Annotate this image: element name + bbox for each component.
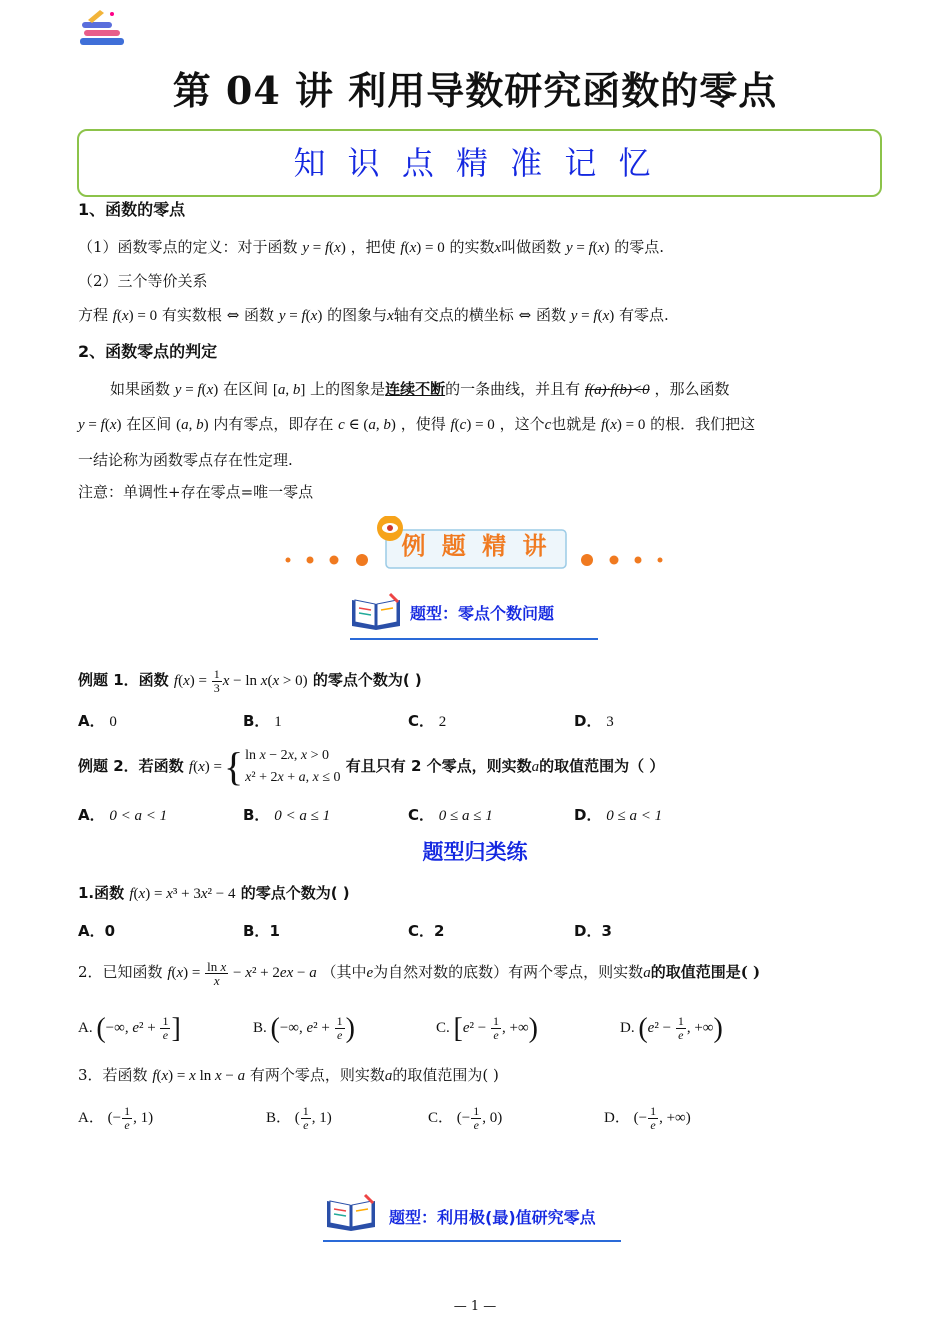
practice-title: 题型归类练 [422, 840, 528, 864]
examples-banner-title: 例 题 精 讲 [401, 532, 551, 560]
practice-3-option-d[interactable]: D． (− $\frac{1}{e}$ , +∞) [604, 1104, 691, 1133]
page-number: — 1 — [453, 1299, 497, 1314]
practice-2-option-a[interactable]: A. (−∞, e² + $\frac{1}{e}$ ] [78, 1012, 181, 1044]
book-icon [350, 592, 402, 632]
example-1-option-b[interactable]: B． 1 [243, 712, 282, 730]
example-1-option-d[interactable]: D． 3 [574, 712, 614, 730]
book-icon [325, 1193, 377, 1233]
practice-1-option-a[interactable]: A．0 [78, 922, 116, 940]
example-2-option-a[interactable]: A． 0 < a < 1 [78, 806, 168, 824]
practice-1-option-b[interactable]: B．1 [243, 922, 280, 940]
practice-1: 1.函数 f(x) = x³ + 3x² − 4 的零点个数为( ) [78, 884, 350, 902]
topic-2-underline [323, 1240, 621, 1242]
equiv-relations: 方程 f(x) = 0 有实数根 ⇔ 函数 y = f(x) 的图象与x轴有交点的横坐标 ⇔ 函数 y = f(x) 有零点. [78, 306, 669, 324]
example-1: 例题 1．函数 f(x) = $\frac{1}{3}$ x − ln x(x > 0) 的零点个数为( ) [78, 667, 422, 696]
theorem-line-2: y = f(x) 在区间 (a, b) 内有零点，即存在 c ∈ (a, b) ，使得 f(c) = 0 ，这个c也就是 f(x) = 0 的根．我们把这 [78, 415, 756, 433]
practice-2-option-d[interactable]: D. (e² − $\frac{1}{e}$ , +∞) [620, 1012, 723, 1044]
practice-3-option-a[interactable]: A． (− $\frac{1}{e}$ , 1) [78, 1104, 154, 1133]
topic-1-title: 题型：零点个数问题 [410, 604, 555, 623]
strikethrough-condition: f(a)·f(b)<0 [584, 382, 650, 398]
iff-icon: ⇔ [226, 306, 240, 324]
page-title: 第 04 讲 利用导数研究函数的零点 [172, 68, 778, 113]
theorem-line-1: 如果函数 y = f(x) 在区间 [a, b] 上的图象是连续不断的一条曲线，并且有 f(a)·f(b)<0 ，那么函数 [110, 380, 730, 398]
practice-3-option-b[interactable]: B． ( $\frac{1}{e}$ , 1) [266, 1104, 332, 1133]
theorem-line-3: 一结论称为函数零点存在性定理. [78, 451, 293, 469]
practice-3: 3．若函数 f(x) = x ln x − a 有两个零点，则实数a的取值范围为( ) [78, 1066, 499, 1084]
practice-2: 2．已知函数 f(x) = $\frac{\text{ln x}}{x}$ − x² + 2ex − a （其中e为自然对数的底数）有两个零点，则实数a的取值范围是( ) [78, 959, 761, 989]
example-2-option-b[interactable]: B． 0 < a ≤ 1 [243, 806, 331, 824]
iff-icon: ⇔ [518, 306, 532, 324]
practice-3-option-c[interactable]: C． (− $\frac{1}{e}$ , 0) [428, 1104, 503, 1133]
example-1-option-c[interactable]: C． 2 [408, 712, 447, 730]
note-line: 注意：单调性+存在零点=唯一零点 [78, 483, 314, 501]
topic-1-underline [350, 638, 598, 640]
example-2-option-d[interactable]: D． 0 ≤ a < 1 [574, 806, 663, 824]
knowledge-banner-title: 知 识 点 精 准 记 忆 [293, 144, 657, 182]
practice-2-option-b[interactable]: B. (−∞, e² + $\frac{1}{e}$ ) [253, 1012, 355, 1044]
topic-2-title: 题型：利用极(最)值研究零点 [389, 1208, 596, 1227]
practice-1-option-c[interactable]: C．2 [408, 922, 445, 940]
example-2-option-c[interactable]: C． 0 ≤ a ≤ 1 [408, 806, 493, 824]
section-2-heading: 2、函数零点的判定 [78, 342, 218, 361]
emphasis-continuous: 连续不断 [385, 380, 446, 398]
section-1-heading: 1、函数的零点 [78, 200, 186, 219]
zero-definition: （1）函数零点的定义：对于函数 y = f(x) ，把使 f(x) = 0 的实数x叫做函数 y = f(x) 的零点. [78, 238, 665, 256]
example-2: 例题 2．若函数 f ( x ) = { ln x − 2x, x > 0 x² + 2x + a, x ≤ 0 有且只有 2 个零点，则实数a的取值范围为（ ） [78, 743, 665, 789]
equiv-heading: （2）三个等价关系 [78, 272, 208, 290]
practice-1-option-d[interactable]: D．3 [574, 922, 612, 940]
practice-2-option-c[interactable]: C. [e² − $\frac{1}{e}$ , +∞) [436, 1012, 538, 1044]
document-logo [78, 8, 126, 50]
example-1-option-a[interactable]: A． 0 [78, 712, 117, 730]
